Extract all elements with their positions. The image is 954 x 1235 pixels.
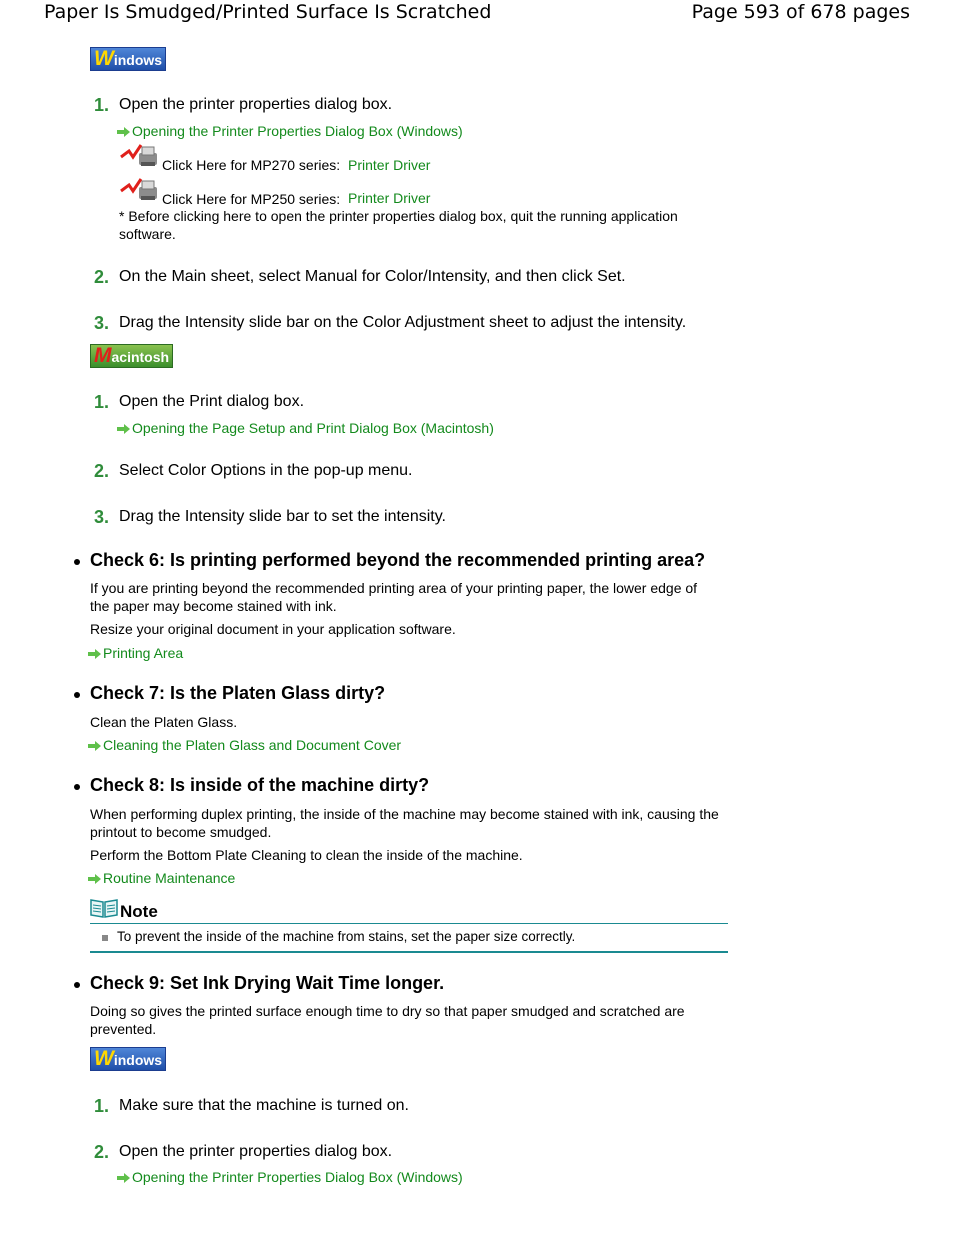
link-text: Cleaning the Platen Glass and Document Cover [103,737,402,753]
check9-heading: Check 9: Set Ink Drying Wait Time longer. [90,973,445,993]
mp250-label: Click Here for MP250 series: [162,191,341,207]
check8-paragraph2: Perform the Bottom Plate Cleaning to clean the inside of the machine. [90,847,523,863]
step-number: 1. [94,95,110,115]
step-number: 2. [94,1142,110,1162]
page-number: Page 593 of 678 pages [691,1,910,23]
windows-badge [90,1047,166,1071]
step-number: 3. [94,313,110,333]
green-arrow-icon [117,1173,130,1183]
check7-heading: Check 7: Is the Platen Glass dirty? [90,683,386,703]
check7-paragraph: Clean the Platen Glass. [90,714,238,730]
printer-icon [119,177,159,203]
bullet [74,559,80,565]
note-item: To prevent the inside of the machine from stains, set the paper size correctly. [117,929,576,944]
step-number: 2. [94,461,110,481]
bullet [74,784,80,790]
driver-note-line2: software. [119,226,176,242]
check6-paragraph2: Resize your original document in your application software. [90,621,456,637]
printer-icon [119,143,159,169]
link-mp250-printer-driver[interactable]: Printer Driver [348,190,431,206]
green-arrow-icon [117,424,130,434]
step-number: 3. [94,507,110,527]
windows-badge-rest: indows [113,52,163,68]
mp270-label: Click Here for MP270 series: [162,157,341,173]
mac-badge-rest: acintosh [111,349,170,365]
mac-badge-initial: M [94,344,112,367]
step-number: 1. [94,1096,110,1116]
link-text: Routine Maintenance [103,870,236,886]
macintosh-badge [90,344,173,368]
square-bullet-icon [102,935,108,941]
bullet [74,692,80,698]
link-text: Opening the Page Setup and Print Dialog Box (Macintosh) [132,420,494,436]
note-top-rule [90,923,728,924]
check6-heading: Check 6: Is printing performed beyond the recommended printing area? [90,550,706,570]
windows-badge-initial: W [94,1047,114,1070]
windows-badge-rest: indows [113,1052,163,1068]
link-printing-area[interactable] [88,645,183,661]
green-arrow-icon [88,741,101,751]
step-text: Open the printer properties dialog box. [119,96,393,113]
link-cleaning-platen-glass[interactable] [88,737,401,753]
check6-paragraph1: If you are printing beyond the recommended printing area of your printing paper, the lower edge of the paper may become stained with ink. [90,580,698,614]
step-text: Drag the Intensity slide bar to set the intensity. [119,508,446,525]
check9-paragraph: Doing so gives the printed surface enough time to dry so that paper smudged and scratched are prevented. [90,1003,685,1037]
step-number: 2. [94,267,110,287]
note-bottom-rule [90,951,728,953]
step-number: 1. [94,392,110,412]
green-arrow-icon [117,127,130,137]
driver-note-line1: * Before clicking here to open the printer properties dialog box, quit the running application [119,208,678,224]
bullet [74,982,80,988]
link-text: Printing Area [103,645,184,661]
link-printer-properties-windows[interactable] [117,123,463,139]
note-label: Note [120,902,158,921]
link-routine-maintenance[interactable] [88,870,235,886]
link-text: Opening the Printer Properties Dialog Box (Windows) [132,1169,463,1185]
link-page-setup-print-mac[interactable] [117,420,494,436]
windows-badge [90,47,166,71]
check8-paragraph1: When performing duplex printing, the inside of the machine may become stained with ink, causing the printout to become smudged. [90,806,719,840]
note-book-icon [90,898,118,918]
step-text: Open the Print dialog box. [119,393,305,410]
step-text: Select Color Options in the pop-up menu. [119,462,413,479]
link-text: Opening the Printer Properties Dialog Box (Windows) [132,123,463,139]
link-mp270-printer-driver[interactable]: Printer Driver [348,157,431,173]
link-printer-properties-windows[interactable] [117,1169,463,1185]
check8-heading: Check 8: Is inside of the machine dirty? [90,775,430,795]
step-text: Drag the Intensity slide bar on the Color Adjustment sheet to adjust the intensity. [119,314,687,331]
step-text: On the Main sheet, select Manual for Color/Intensity, and then click Set. [119,268,626,285]
step-text: Open the printer properties dialog box. [119,1143,393,1160]
windows-badge-initial: W [94,47,114,70]
page-header-title: Paper Is Smudged/Printed Surface Is Scratched [44,1,492,23]
green-arrow-icon [88,874,101,884]
green-arrow-icon [88,649,101,659]
step-text: Make sure that the machine is turned on. [119,1097,409,1114]
